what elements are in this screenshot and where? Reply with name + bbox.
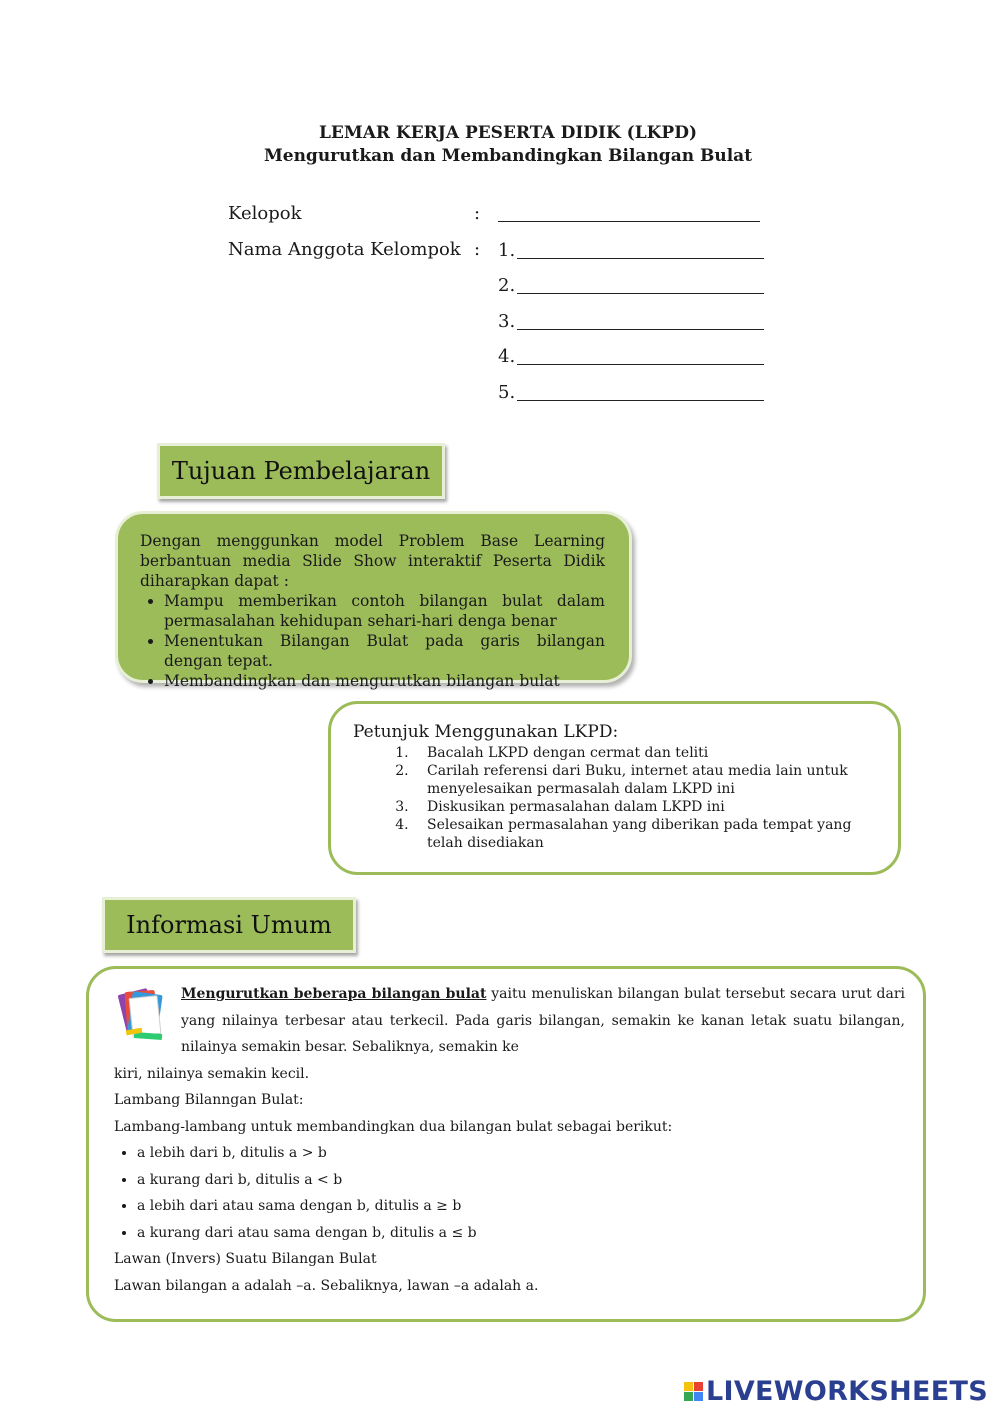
informasi-content (114, 981, 905, 1299)
member-name-field[interactable] (517, 400, 764, 401)
tujuan-intro: Dengan menggunkan model Problem Base Learning berbantuan media Slide Show interaktif Peserta Didik diharapkan dapat : (140, 532, 605, 590)
member-name-field[interactable] (517, 293, 764, 294)
tujuan-item: • Menentukan Bilangan Bulat pada garis bilangan dengan tepat. (164, 631, 605, 671)
member-name-field[interactable] (517, 364, 764, 365)
lambang-item: • a lebih dari b, ditulis a > b (137, 1140, 905, 1167)
members-colon: : (474, 239, 481, 260)
info-lead-bold: Mengurutkan beberapa bilangan bulat (181, 986, 487, 1002)
worksheet-title-line1: LEMAR KERJA PESERTA DIDIK (LKPD) (318, 123, 698, 143)
tujuan-heading-tab (157, 443, 445, 499)
member-number: 1. (498, 240, 516, 261)
informasi-heading-tab (102, 897, 356, 953)
lambang-item: • a kurang dari b, ditulis a < b (137, 1167, 905, 1194)
logo-square (684, 1382, 693, 1391)
worksheet-title-line2: Mengurutkan dan Membandingkan Bilangan Bulat (263, 146, 753, 166)
liveworksheets-logo-icon (684, 1382, 703, 1401)
logo-square (684, 1392, 693, 1401)
logo-square (694, 1392, 703, 1401)
group-label: Kelopok (228, 203, 302, 224)
tujuan-list (140, 591, 605, 691)
lambang-list (114, 1140, 905, 1246)
tujuan-item: • Mampu memberikan contoh bilangan bulat dalam permasalahan kehidupan sehari-hari denga benar (164, 591, 605, 631)
petunjuk-item: 2. Carilah referensi dari Buku, internet atau media lain untuk menyelesaikan permasalah dalam LKPD ini (413, 762, 878, 798)
member-number: 2. (498, 275, 516, 296)
member-number: 4. (498, 346, 516, 367)
lawan-text: Lawan bilangan a adalah –a. Sebaliknya, lawan –a adalah a. (114, 1277, 539, 1294)
tujuan-heading: Tujuan Pembelajaran (171, 457, 431, 485)
lawan-title: Lawan (Invers) Suatu Bilangan Bulat (114, 1251, 377, 1267)
petunjuk-list (353, 744, 878, 852)
group-colon: : (474, 203, 481, 224)
liveworksheets-logo[interactable] (684, 1376, 988, 1407)
petunjuk-heading: Petunjuk Menggunakan LKPD: (353, 722, 619, 742)
info-line-after: kiri, nilainya semakin kecil. (114, 1065, 310, 1082)
member-name-field[interactable] (517, 258, 764, 259)
petunjuk-item: 3. Diskusikan permasalahan dalam LKPD ini (413, 798, 878, 816)
members-label: Nama Anggota Kelompok (228, 239, 461, 260)
lambang-item: • a lebih dari atau sama dengan b, ditulis a ≥ b (137, 1193, 905, 1220)
petunjuk-box (328, 701, 901, 875)
petunjuk-item: 4. Selesaikan permasalahan yang diberikan pada tempat yang telah disediakan (413, 816, 878, 852)
info-lead-paragraph (114, 981, 905, 1061)
tujuan-item: • Membandingkan dan mengurutkan bilangan bulat (164, 671, 605, 691)
member-name-field[interactable] (517, 329, 764, 330)
member-number: 3. (498, 311, 516, 332)
group-name-field[interactable] (498, 221, 760, 222)
informasi-heading: Informasi Umum (126, 911, 332, 939)
info-lead-rest: yaitu menuliskan bilangan bulat tersebut secara urut dari yang nilainya terbesar atau terkecil. Pada garis bilangan, semakin ke kanan letak suatu bilangan, nilainya semakin besar. Sebaliknya, semakin ke (181, 986, 906, 1055)
lambang-title: Lambang Bilanngan Bulat: (114, 1092, 304, 1108)
lambang-item: • a kurang dari atau sama dengan b, ditulis a ≤ b (137, 1220, 905, 1247)
logo-square (694, 1382, 703, 1391)
lambang-intro: Lambang-lambang untuk membandingkan dua bilangan bulat sebagai berikut: (114, 1118, 673, 1135)
tujuan-box (115, 511, 632, 690)
liveworksheets-logo-text: LIVEWORKSHEETS (705, 1376, 988, 1407)
member-number: 5. (498, 382, 516, 403)
petunjuk-item: 1. Bacalah LKPD dengan cermat dan teliti (413, 744, 878, 762)
